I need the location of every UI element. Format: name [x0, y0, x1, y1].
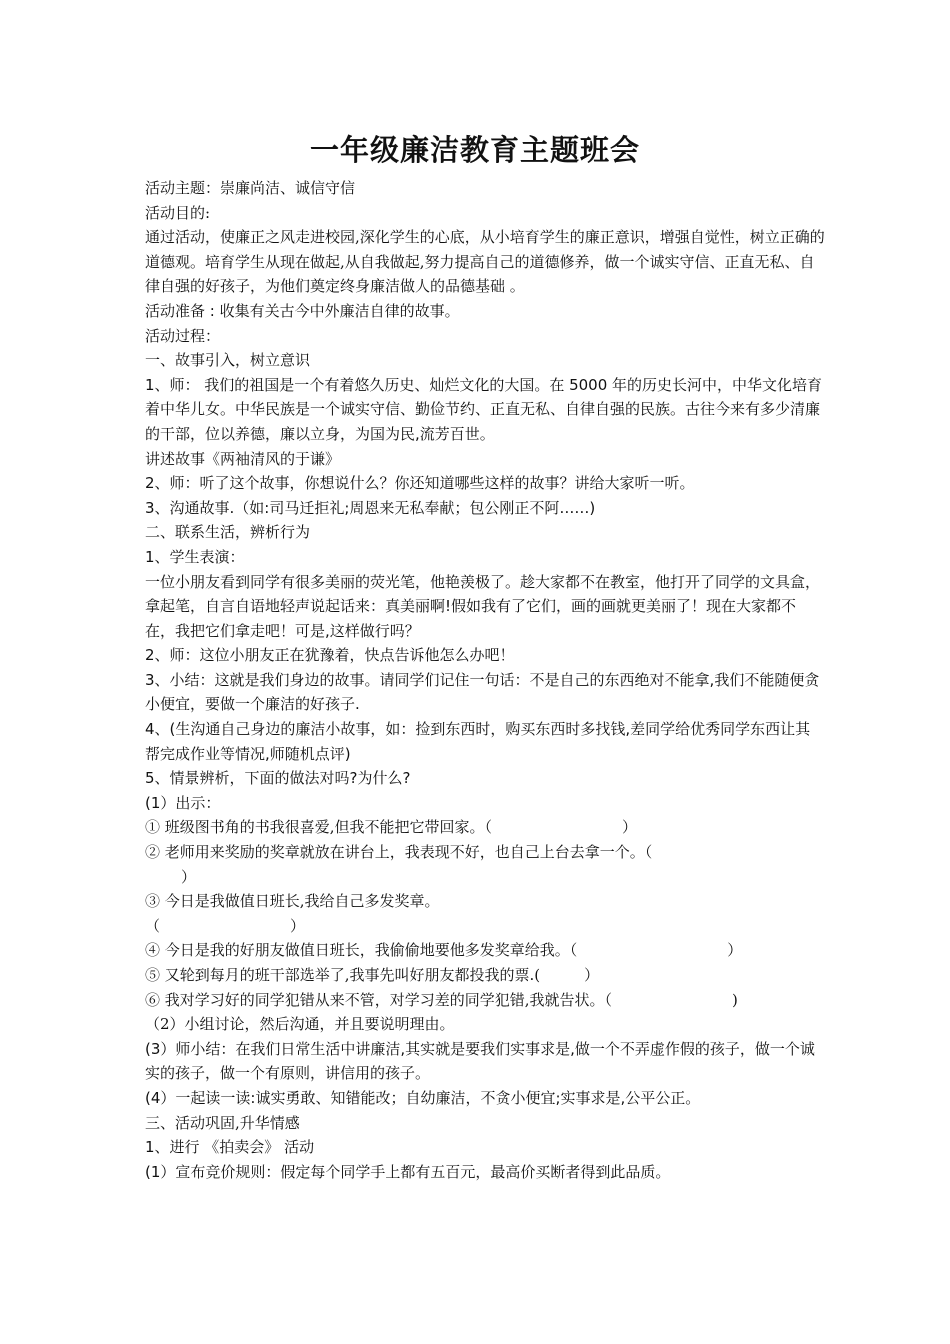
scenario-item — [145, 815, 825, 840]
paragraph: 通过活动，使廉正之风走进校园,深化学生的心底，从小培育学生的廉正意识，增强自觉性，树立正确的道德观。培育学生从现在做起,从自我做起,努力提高自己的道德修养，做一个诚实守信、正直无私、自律自强的好孩子，为他们奠定终身廉洁做人的品德基础 。 — [145, 228, 825, 296]
paragraph: 一位小朋友看到同学有很多美丽的荧光笔，他艳羡极了。趁大家都不在教室，他打开了同学的文具盒，拿起笔，自言自语地轻声说起话来：真美丽啊!假如我有了它们，画的画就更美丽了！现在大家都不在，我把它们拿走吧！可是,这样做行吗？ — [145, 572, 821, 640]
paragraph: (3）师小结：在我们日常生活中讲廉洁,其实就是要我们实事求是,做一个不弄虚作假的孩子，做一个诚实的孩子，做一个有原则，讲信用的孩子。 — [145, 1039, 815, 1083]
scenario-item — [145, 938, 825, 963]
scenario-item — [145, 840, 825, 865]
paragraph: 1、师： 我们的祖国是一个有着悠久历史、灿烂文化的大国。在 5000 年的历史长河中，中华文化培育着中华儿女。中华民族是一个诚实守信、勤俭节约、正直无私、自律自强的民族。古往今来有多少清廉的干部，位以养德，廉以立身，为国为民,流芳百世。 — [145, 375, 823, 443]
scenario-item — [145, 865, 825, 890]
page-title: 一年级廉洁教育主题班会 — [309, 133, 640, 167]
paragraph: (1）出示： — [145, 793, 221, 812]
paragraph: 2、师：听了这个故事，你想说什么？你还知道哪些这样的故事？讲给大家听一听。 — [145, 474, 695, 493]
paragraph: 活动准备 : 收集有关古今中外廉洁自律的故事。 — [145, 301, 460, 320]
scenario-item — [145, 914, 825, 939]
scenario-item — [145, 963, 825, 988]
scenario-item — [145, 988, 825, 1013]
paragraph: 3、沟通故事.（如:司马迁拒礼;周恩来无私奉献；包公刚正不阿……) — [145, 498, 596, 517]
paragraph: 活动目的: — [145, 203, 211, 222]
paragraph: 3、小结：这就是我们身边的故事。请同学们记住一句话：不是自己的东西绝对不能拿,我们不能随便贪小便宜，要做一个廉洁的好孩子. — [145, 670, 820, 714]
scenario-text: ① 班级图书角的书我很喜爱,但我不能把它带回家。（ — [145, 818, 493, 837]
scenario-text: ④ 今日是我的好朋友做值日班长，我偷偷地要他多发奖章给我。（ — [145, 941, 578, 960]
section-heading: 二、联系生活，辨析行为 — [145, 523, 311, 542]
section-heading: 一、故事引入，树立意识 — [145, 351, 311, 370]
scenario-text: ② 老师用来奖励的奖章就放在讲台上，我表现不好，也自己上台去拿一个。（ — [145, 843, 653, 862]
scenario-item: ③ 今日是我做值日班长,我给自己多发奖章。 — [145, 892, 440, 911]
answer-bracket: ） — [181, 867, 197, 886]
paragraph: (1）宣布竞价规则：假定每个同学手上都有五百元，最高价买断者得到此品质。 — [145, 1162, 671, 1181]
paragraph: 活动主题：崇廉尚洁、诚信守信 — [145, 179, 356, 197]
section-heading: 三、活动巩固,升华情感 — [145, 1113, 300, 1132]
document-body — [145, 176, 825, 1184]
paragraph: (4）一起读一读:诚实勇敢、知错能改；自幼廉洁，不贪小便宜;实事求是,公平公正。 — [145, 1088, 701, 1107]
paragraph: 讲述故事《两袖清风的于谦》 — [145, 449, 341, 468]
scenario-text: ⑥ 我对学习好的同学犯错从来不管，对学习差的同学犯错,我就告状。（ — [145, 990, 613, 1009]
paragraph: 5、情景辨析，下面的做法对吗?为什么? — [145, 769, 411, 788]
paragraph: 2、师：这位小朋友正在犹豫着，快点告诉他怎么办吧！ — [145, 646, 515, 665]
answer-bracket: ） — [622, 818, 638, 837]
paragraph: 1、学生表演： — [145, 547, 245, 566]
answer-bracket: ） — [290, 916, 306, 935]
answer-bracket: ) — [732, 990, 738, 1009]
paragraph: 活动过程： — [145, 326, 221, 345]
answer-bracket: （ — [145, 916, 161, 935]
answer-bracket: ） — [727, 941, 743, 960]
scenario-text: ⑤ 又轮到每月的班干部选举了,我事先叫好朋友都投我的票.( — [145, 966, 541, 984]
answer-bracket: ） — [584, 966, 600, 984]
paragraph: 1、进行 《拍卖会》 活动 — [145, 1138, 315, 1157]
paragraph: 4、(生沟通自己身边的廉洁小故事，如：捡到东西时，购买东西时多找钱,差同学给优秀同学东西让其帮完成作业等情况,师随机点评) — [145, 720, 811, 763]
paragraph: （2）小组讨论，然后沟通，并且要说明理由。 — [145, 1015, 455, 1034]
